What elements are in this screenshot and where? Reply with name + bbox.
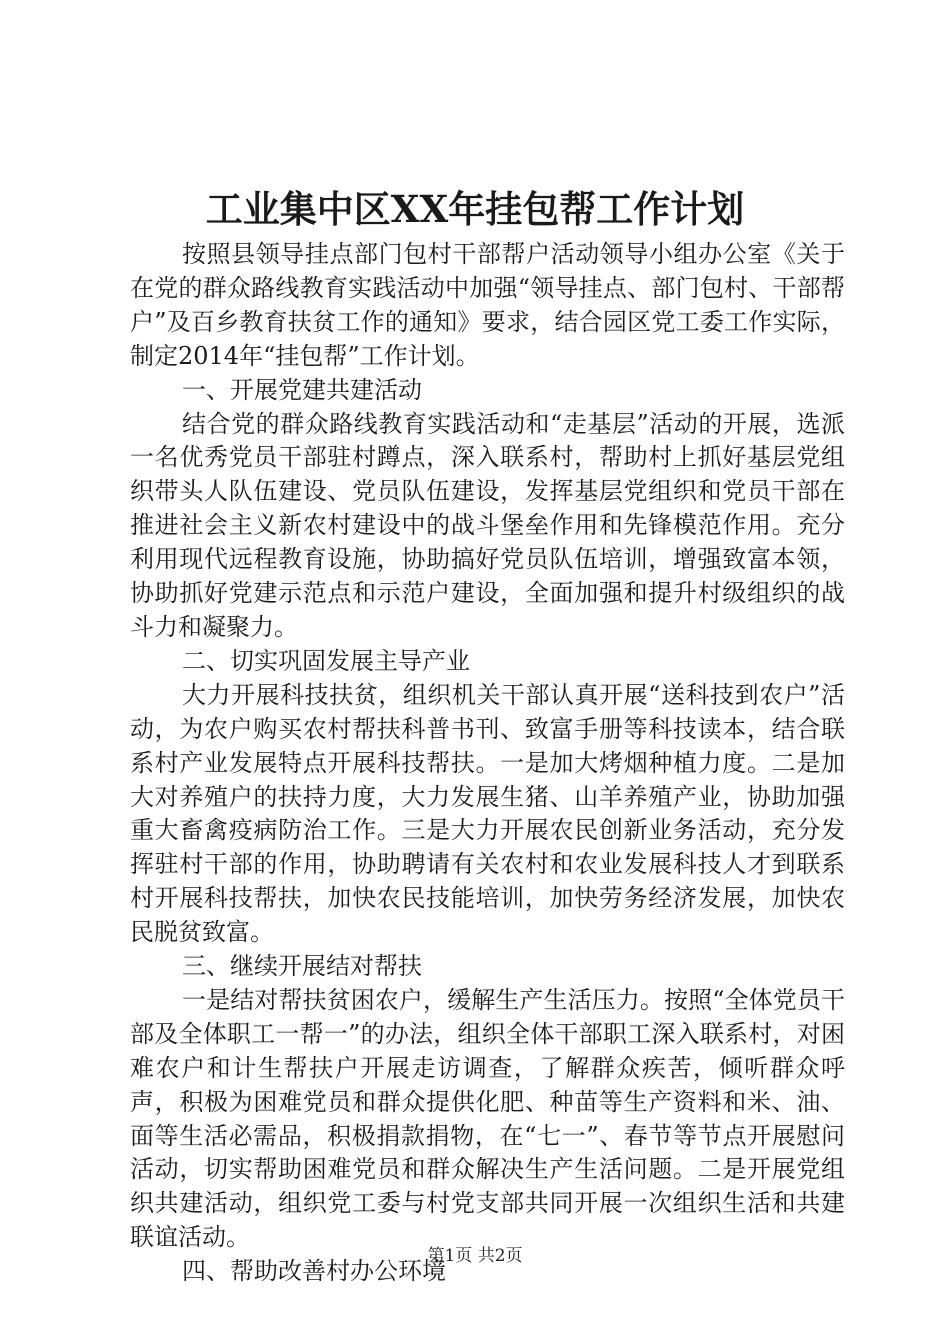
section-heading-1: 一、开展党建共建活动 bbox=[182, 375, 422, 404]
document-title: 工业集中区XX年挂包帮工作计划 bbox=[205, 187, 745, 231]
section-paragraph-3: 一是结对帮扶贫困农户，缓解生产生活压力。按照“全体党员干部及全体职工一帮一”的办法，组织全体干部职工深入联系村，对困难农户和计生帮扶户开展走访调查，了解群众疾苦，倾听群众呼声，积极为困难党员和群众提供化肥、种苗等生产资料和米、油、面等生活必需品，积极捐款捐物，在“七一”、春节等节点开展慰问活动，切实帮助困难党员和群众解决生产生活问题。二是开展党组织共建活动，组织党工委与村党支部共同开展一次组织生活和共建联谊活动。 bbox=[130, 985, 845, 1252]
section-heading-2: 二、切实巩固发展主导产业 bbox=[182, 646, 470, 675]
document-body bbox=[130, 238, 845, 1289]
section-heading-4: 四、帮助改善村办公环境 bbox=[182, 1257, 446, 1286]
section-paragraph-2: 大力开展科技扶贫，组织机关干部认真开展“送科技到农户”活动，为农户购买农村帮扶科普书刊、致富手册等科技读本，结合联系村产业发展特点开展科技帮扶。一是加大烤烟种植力度。二是加大对养殖户的扶持力度，大力发展生猪、山羊养殖产业，协助加强重大畜禽疫病防治工作。三是大力开展农民创新业务活动，充分发挥驻村干部的作用，协助聘请有关农村和农业发展科技人才到联系村开展科技帮扶，加快农民技能培训，加快劳务经济发展，加快农民脱贫致富。 bbox=[130, 680, 845, 947]
section-paragraph-1: 结合党的群众路线教育实践活动和“走基层”活动的开展，选派一名优秀党员干部驻村蹲点，深入联系村，帮助村上抓好基层党组织带头人队伍建设、党员队伍建设，发挥基层党组织和党员干部在推进社会主义新农村建设中的战斗堡垒作用和先锋模范作用。充分利用现代远程教育设施，协助搞好党员队伍培训，增强致富本领，协助抓好党建示范点和示范户建设，全面加强和提升村级组织的战斗力和凝聚力。 bbox=[130, 409, 845, 641]
section-heading-3: 三、继续开展结对帮扶 bbox=[182, 952, 422, 981]
page-footer: 第1页 共2页 bbox=[427, 1246, 523, 1266]
intro-paragraph: 按照县领导挂点部门包村干部帮户活动领导小组办公室《关于在党的群众路线教育实践活动中加强“领导挂点、部门包村、干部帮户”及百乡教育扶贫工作的通知》要求，结合园区党工委工作实际，制定2014年“挂包帮”工作计划。 bbox=[130, 240, 845, 370]
